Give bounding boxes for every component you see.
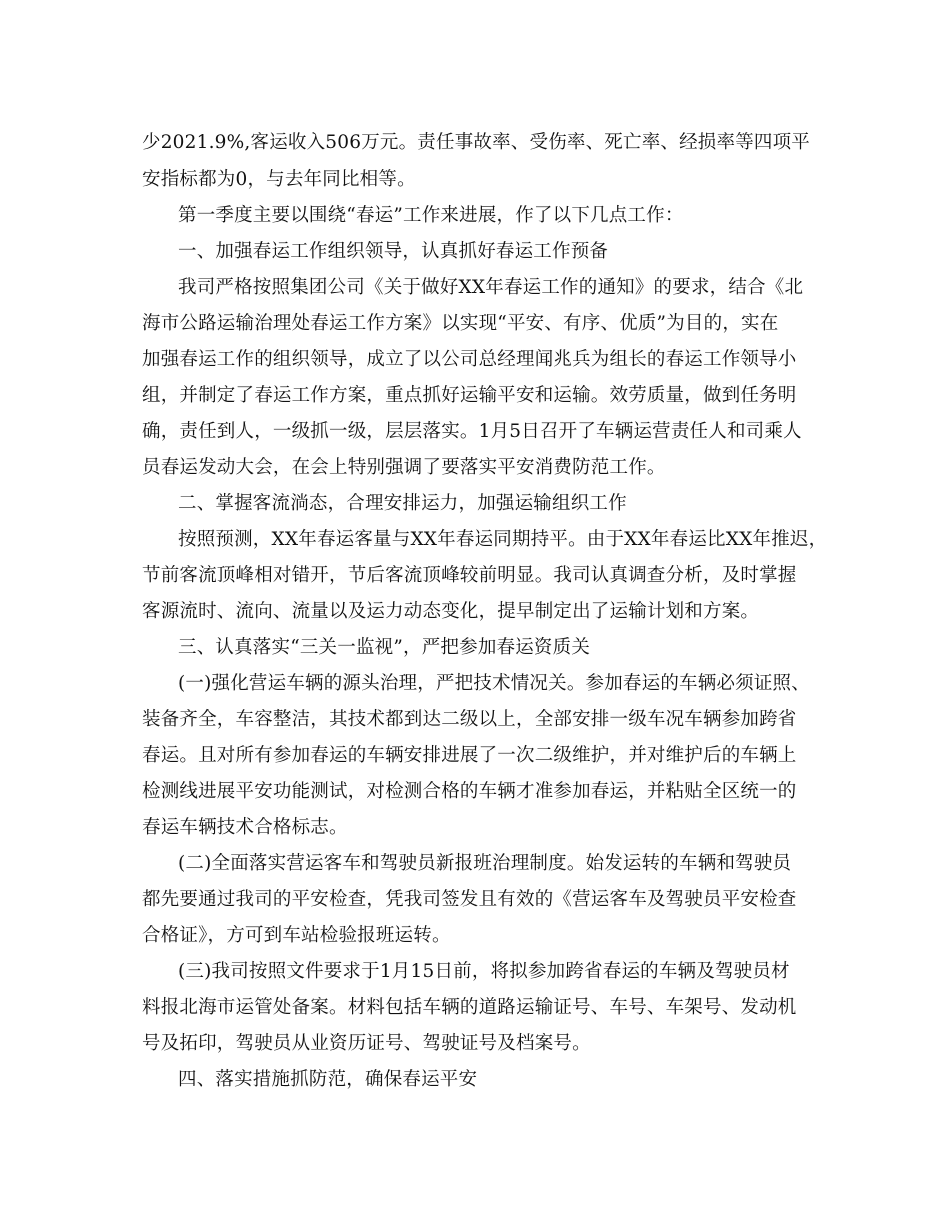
text-line: 客源流时、流向、流量以及运力动态变化，提早制定出了运输计划和方案。 (142, 601, 760, 622)
paragraph-line: (二)全面落实营运客车和驾驶员新报班治理制度。始发运转的车辆和驾驶员 (178, 853, 792, 874)
text-line: 都先要通过我司的平安检查，凭我司签发且有效的《营运客车及驾驶员平安检查 (142, 889, 797, 910)
text-line: 安指标都为0，与去年同比相等。 (142, 169, 416, 190)
section-heading: 一、加强春运工作组织领导，认真抓好春运工作预备 (178, 241, 609, 262)
text-line: 海市公路运输治理处春运工作方案》以实现“平安、有序、优质”为目的，实在 (142, 313, 779, 334)
text-line: 号及拓印，驾驶员从业资历证号、驾驶证号及档案号。 (142, 1033, 591, 1054)
text-line: 装备齐全，车容整洁，其技术都到达二级以上，全部安排一级车况车辆参加跨省 (142, 709, 797, 730)
text-line: 料报北海市运管处备案。材料包括车辆的道路运输证号、车号、车架号、发动机 (142, 997, 797, 1018)
text-line: 节前客流顶峰相对错开，节后客流顶峰较前明显。我司认真调查分析，及时掌握 (142, 565, 797, 586)
paragraph-line: (三)我司按照文件要求于1月15日前，将拟参加跨省春运的车辆及驾驶员材 (178, 961, 790, 982)
paragraph-line: 我司严格按照集团公司《关于做好XX年春运工作的通知》的要求，结合《北 (178, 277, 804, 298)
text-line: 检测线进展平安功能测试，对检测合格的车辆才准参加春运，并粘贴全区统一的 (142, 781, 797, 802)
section-heading: 三、认真落实“三关一监视”，严把参加春运资质关 (178, 637, 591, 658)
paragraph-line: 第一季度主要以围绕“春运”工作来进展，作了以下几点工作： (178, 205, 684, 226)
text-line: 加强春运工作的组织领导，成立了以公司总经理闻兆兵为组长的春运工作领导小 (142, 349, 797, 370)
text-line: 少2021.9%,客运收入506万元。责任事故率、受伤率、死亡率、经损率等四项平 (142, 132, 811, 153)
text-line: 确，责任到人，一级抓一级，层层落实。1月5日召开了车辆运营责任人和司乘人 (142, 421, 802, 442)
text-line: 员春运发动大会，在会上特别强调了要落实平安消费防范工作。 (142, 457, 666, 478)
text-line: 春运。且对所有参加春运的车辆安排进展了一次二级维护，并对维护后的车辆上 (142, 745, 797, 766)
section-heading: 二、掌握客流淌态，合理安排运力，加强运输组织工作 (178, 493, 627, 514)
text-line: 合格证》，方可到车站检验报班运转。 (142, 925, 451, 946)
text-line: 春运车辆技术合格标志。 (142, 817, 348, 838)
paragraph-line: (一)强化营运车辆的源头治理，严把技术情况关。参加春运的车辆必须证照、 (178, 673, 810, 694)
paragraph-line: 按照预测，XX年春运客量与XX年春运同期持平。由于XX年春运比XX年推迟， (178, 529, 828, 550)
section-heading: 四、落实措施抓防范，确保春运平安 (178, 1069, 478, 1090)
text-line: 组，并制定了春运工作方案，重点抓好运输平安和运输。效劳质量，做到任务明 (142, 385, 797, 406)
